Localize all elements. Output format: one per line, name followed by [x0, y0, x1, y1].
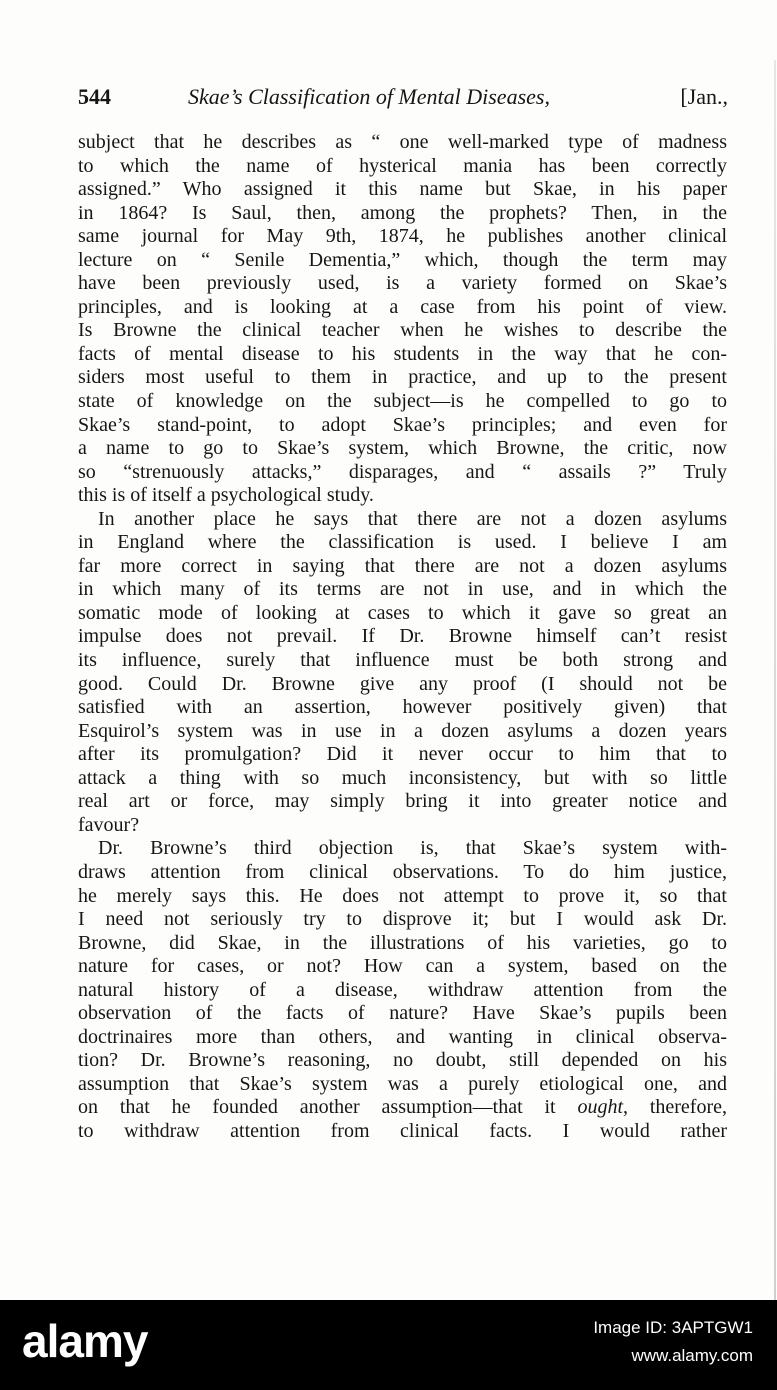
running-head [78, 84, 728, 114]
text-line: Esquirol’s system was in use in a dozen asylums a dozen years [78, 719, 727, 742]
text-line: after its promulgation? Did it never occur to him that to [78, 743, 727, 766]
alamy-logo: alamy [22, 1315, 148, 1367]
text-line: in 1864? Is Saul, then, among the prophets? Then, in the [78, 201, 727, 224]
text-line: real art or force, may simply bring it into greater notice and [78, 790, 727, 813]
text-line: satisfied with an assertion, however positively given) that [78, 696, 727, 719]
text-line: have been previously used, is a variety formed on Skae’s [78, 272, 727, 295]
text-line: doctrinaires more than others, and wanting in clinical observa- [78, 1025, 727, 1048]
running-title: Skae’s Classification of Mental Diseases, [188, 84, 550, 109]
image-id: Image ID: 3APTGW1 [593, 1318, 753, 1337]
text-line: assumption that Skae’s system was a purely etiological one, and [78, 1072, 727, 1095]
text-line: facts of mental disease to his students in the way that he con- [78, 342, 727, 365]
site-url: www.alamy.com [631, 1346, 753, 1365]
text-line: Is Browne the clinical teacher when he wishes to describe the [78, 319, 727, 342]
page-number: 544 [78, 84, 111, 109]
text-line: tion? Dr. Browne’s reasoning, no doubt, still depended on his [78, 1049, 727, 1072]
text-line: this is of itself a psychological study. [78, 484, 374, 507]
text-line: siders most useful to them in practice, and up to the present [78, 366, 727, 389]
page-edge [774, 60, 776, 1300]
text-line: to withdraw attention from clinical facts. I would rather [78, 1119, 727, 1142]
running-date: [Jan., [680, 84, 728, 109]
text-line: Skae’s stand-point, to adopt Skae’s principles; and even for [78, 413, 727, 436]
body-text [78, 131, 727, 1144]
text-line: I need not seriously try to disprove it; but I would ask Dr. [78, 908, 727, 931]
text-line: In another place he says that there are not a dozen asylums [98, 507, 727, 530]
text-line: state of knowledge on the subject—is he compelled to go to [78, 390, 727, 413]
text-line: Dr. Browne’s third objection is, that Skae’s system with- [98, 837, 727, 860]
text-line: so “strenuously attacks,” disparages, and “ assails ?” Truly [78, 460, 727, 483]
text-line: in England where the classification is used. I believe I am [78, 531, 727, 554]
text-line: same journal for May 9th, 1874, he publishes another clinical [78, 225, 727, 248]
text-line: in which many of its terms are not in use, and in which the [78, 578, 727, 601]
text-line: lecture on “ Senile Dementia,” which, though the term may [78, 248, 727, 271]
text-line: impulse does not prevail. If Dr. Browne himself can’t resist [78, 625, 727, 648]
text-line: favour? [78, 813, 140, 836]
text-line: far more correct in saying that there are not a dozen asylums [78, 554, 727, 577]
text-line: principles, and is looking at a case from his point of view. [78, 295, 727, 318]
text-line: attack a thing with so much inconsistency, but with so little [78, 766, 727, 789]
text-line: to which the name of hysterical mania has been correctly [78, 154, 727, 177]
text-line: subject that he describes as “ one well-marked type of madness [78, 131, 727, 153]
text-line: Browne, did Skae, in the illustrations of his varieties, go to [78, 931, 727, 954]
text-line: somatic mode of looking at cases to which it gave so great an [78, 601, 727, 624]
text-line: natural history of a disease, withdraw attention from the [78, 978, 727, 1001]
text-line: draws attention from clinical observations. To do him justice, [78, 860, 727, 883]
text-line: a name to go to Skae’s system, which Browne, the critic, now [78, 437, 727, 460]
text-line: he merely says this. He does not attempt to prove it, so that [78, 884, 727, 907]
text-line: assigned.” Who assigned it this name but Skae, in his paper [78, 178, 727, 201]
text-line: its influence, surely that influence must be both strong and [78, 649, 727, 672]
text-line: observation of the facts of nature? Have Skae’s pupils been [78, 1002, 727, 1025]
watermark-bar [0, 1300, 777, 1390]
text-line: on that he founded another assumption—that it ought, therefore, [78, 1096, 728, 1119]
text-line: nature for cases, or not? How can a system, based on the [78, 955, 727, 978]
text-line: good. Could Dr. Browne give any proof (I should not be [78, 672, 727, 695]
